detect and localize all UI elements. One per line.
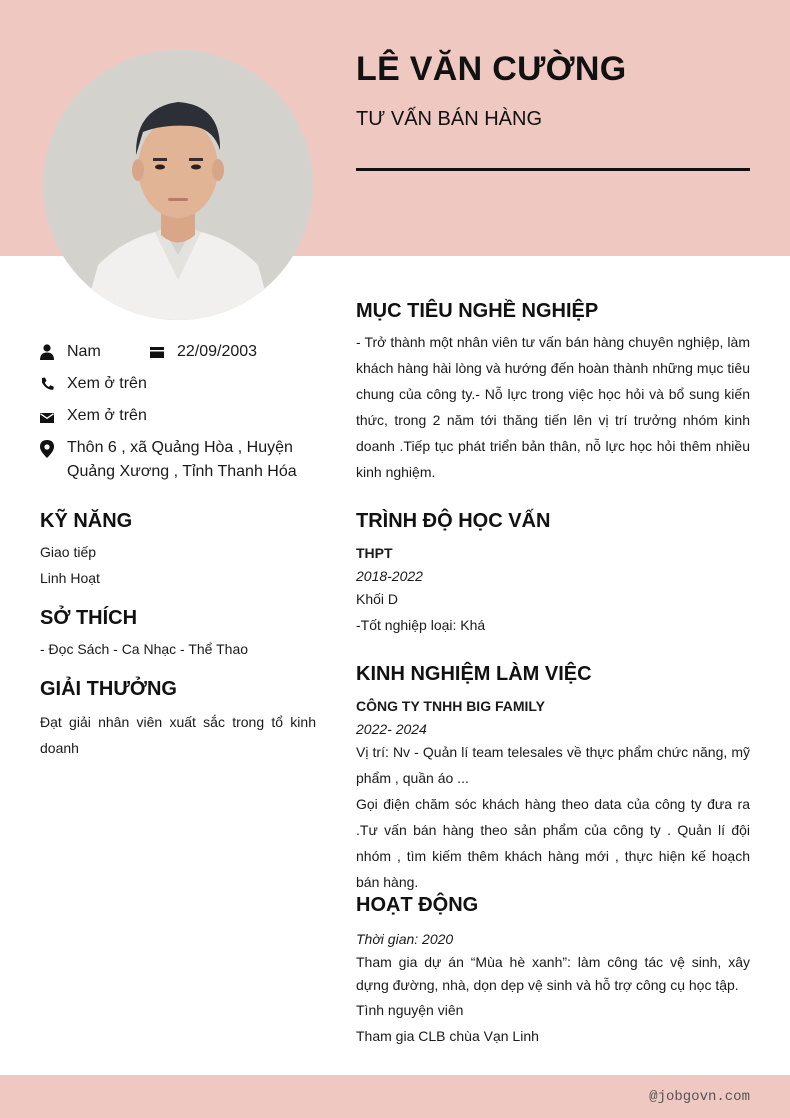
activities-heading: HOẠT ĐỘNG xyxy=(356,894,479,916)
hobbies-text: - Đọc Sách - Ca Nhạc - Thể Thao xyxy=(40,641,249,657)
activities-section xyxy=(356,894,750,1049)
awards-heading: GIẢI THƯỞNG xyxy=(40,678,177,700)
education-heading: TRÌNH ĐỘ HỌC VẤN xyxy=(356,510,551,532)
objective-section xyxy=(356,300,750,485)
skills-heading: KỸ NĂNG xyxy=(40,510,133,532)
awards-section xyxy=(40,678,316,761)
experience-role: Vị trí: Nv - Quản lí team telesales về thực phẩm chức năng, mỹ phẩm , quần áo ... xyxy=(356,744,750,786)
candidate-name: LÊ VĂN CƯỜNG xyxy=(356,50,627,88)
footer-watermark: @jobgovn.com xyxy=(649,1089,750,1105)
objective-heading: MỤC TIÊU NGHỀ NGHIỆP xyxy=(356,300,599,322)
objective-text: - Trở thành một nhân viên tư vấn bán hàng chuyên nghiệp, làm khách hàng hài lòng và hướng đến hoàn thành những mục tiêu chung của công ty.- Nỗ lực trong việc học hỏi và bổ sung kiến thức, trong 2 năm tới thăng tiến lên vị trí trưởng nhóm kinh doanh .Tiếp tục phát triển bản thân, nỗ lực học hỏi thêm nhiều kinh nghiệm. xyxy=(356,334,750,480)
phone-row xyxy=(40,372,316,396)
education-school: THPT xyxy=(356,545,393,561)
awards-text: Đạt giải nhân viên xuất sắc trong tổ kinh doanh xyxy=(40,714,316,756)
email-row xyxy=(40,404,316,428)
experience-company: CÔNG TY TNHH BIG FAMILY xyxy=(356,698,546,714)
location-pin-icon xyxy=(40,440,54,458)
skills-list xyxy=(40,539,316,591)
left-column xyxy=(40,340,316,761)
hobbies-section xyxy=(40,607,316,662)
address-row xyxy=(40,436,316,484)
education-major: Khối D xyxy=(356,591,399,607)
skill-item: Giao tiếp xyxy=(40,544,97,560)
education-grade: -Tốt nghiệp loại: Khá xyxy=(356,617,486,633)
education-period: 2018-2022 xyxy=(356,568,423,584)
activities-description: Tham gia dự án “Mùa hè xanh”: làm công tác vệ sinh, xây dựng đường, nhà, dọn dẹp vệ sinh và hỗ trợ công cụ học tập. xyxy=(356,954,750,993)
phone-value: Xem ở trên xyxy=(67,375,147,392)
profile-photo xyxy=(43,50,313,320)
gender-value: Nam xyxy=(67,343,101,360)
email-value: Xem ở trên xyxy=(67,407,147,424)
skill-item: Linh Hoạt xyxy=(40,570,100,586)
footer-band xyxy=(0,1075,790,1118)
header-divider xyxy=(356,168,750,171)
activities-time: Thời gian: 2020 xyxy=(356,931,454,947)
address-value: Thôn 6 , xã Quảng Hòa , Huyện Quảng Xương , Tỉnh Thanh Hóa xyxy=(67,439,297,480)
education-section xyxy=(356,510,750,638)
experience-section xyxy=(356,663,750,895)
experience-period: 2022- 2024 xyxy=(356,721,427,737)
calendar-icon xyxy=(150,344,164,360)
phone-icon xyxy=(40,376,54,392)
experience-description: Gọi điện chăm sóc khách hàng theo data của công ty đưa ra .Tư vấn bán hàng theo sản phẩm của công ty . Quản lí đội nhóm , tìm kiếm thêm khách hàng mới , thực hiện kế hoạch bán hàng. xyxy=(356,796,750,890)
experience-heading: KINH NGHIỆM LÀM VIỆC xyxy=(356,663,592,685)
gender-dob-row xyxy=(40,340,316,364)
envelope-icon xyxy=(40,408,54,424)
skills-section xyxy=(40,510,316,591)
activities-volunteer: Tình nguyện viên xyxy=(356,1002,464,1018)
dob-value: 22/09/2003 xyxy=(177,343,258,360)
hobbies-heading: SỞ THÍCH xyxy=(40,607,138,629)
activities-club: Tham gia CLB chùa Vạn Linh xyxy=(356,1028,539,1044)
person-icon xyxy=(40,344,54,360)
job-title: TƯ VẤN BÁN HÀNG xyxy=(356,108,542,130)
